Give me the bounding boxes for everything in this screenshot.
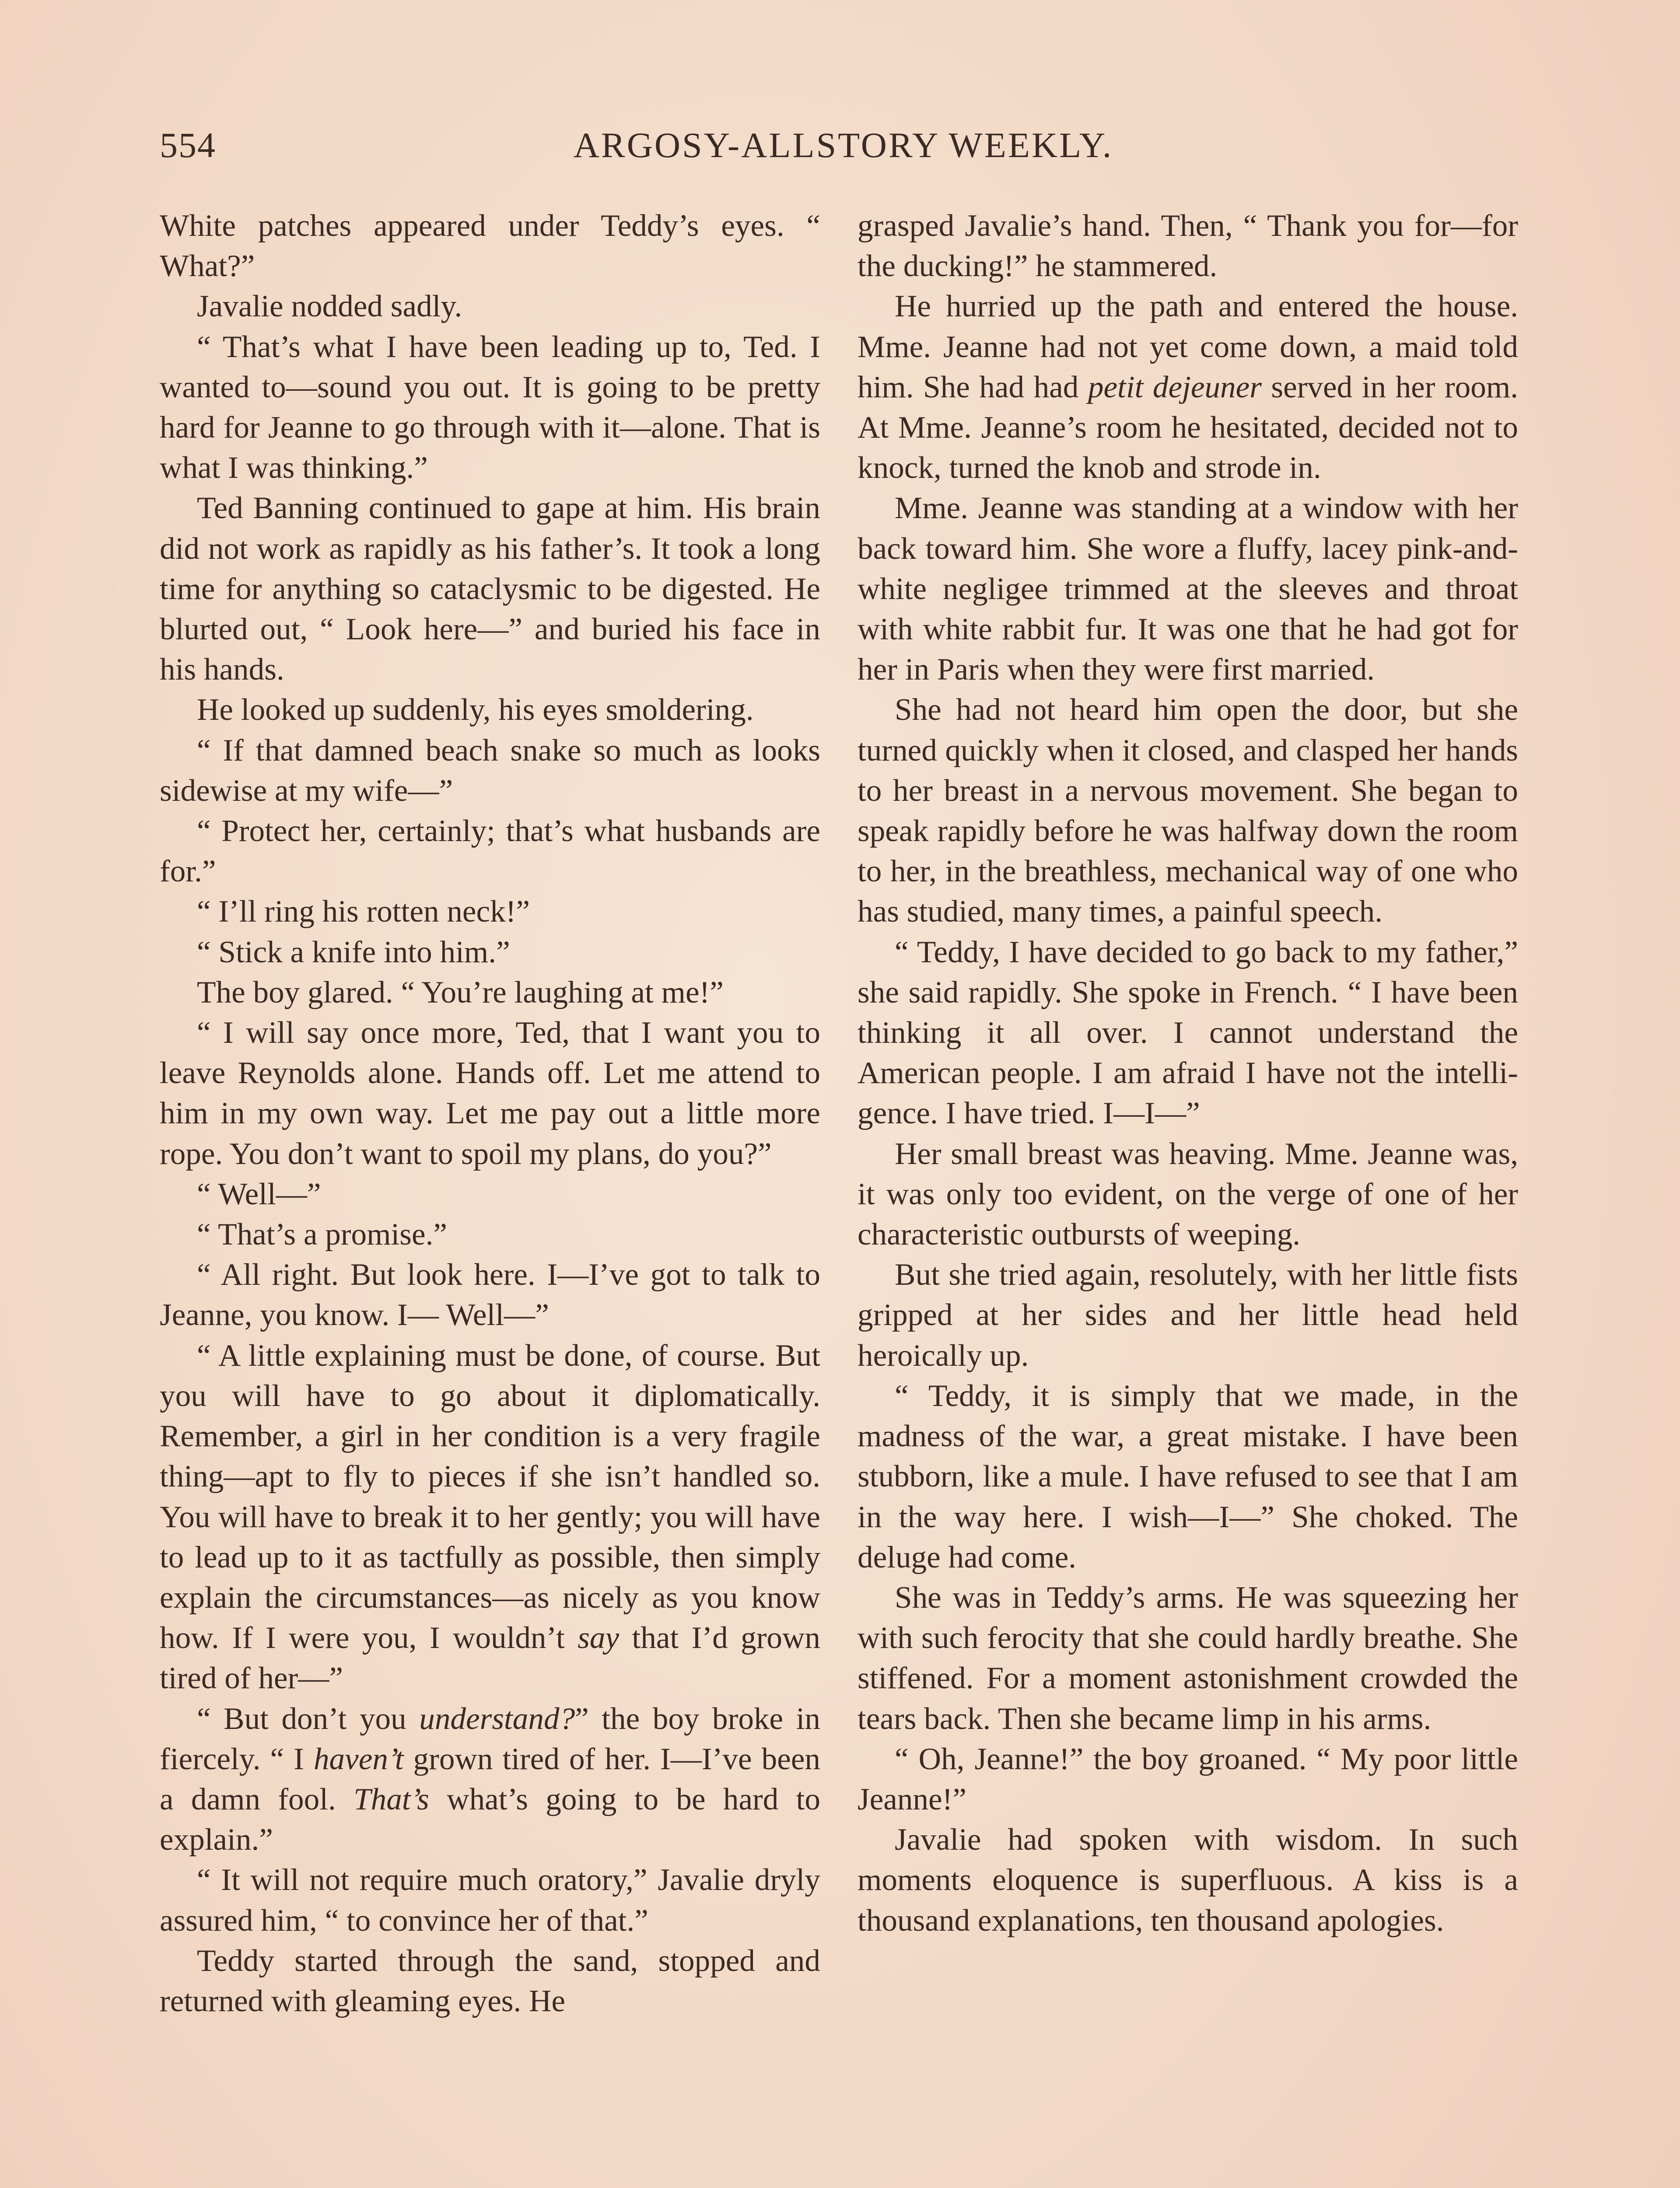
page-header <box>160 125 1527 177</box>
text-run: “ If that damned beach snake so much as looks sidewise at my wife—” <box>160 733 820 808</box>
paragraph <box>160 1336 820 1699</box>
paragraph <box>160 1255 820 1335</box>
text-run: “ But don’t you <box>197 1701 420 1736</box>
paragraph <box>160 811 820 891</box>
text-run: “ That’s what I have been leading up to, Ted. I wanted to—sound you out. It is going to be pretty hard for Jeanne to go through with it—alone. That is what I was thinking.” <box>160 330 820 485</box>
text-run: “ All right. But look here. I—I’ve got to talk to Jeanne, you know. I— Well—” <box>160 1258 820 1332</box>
paragraph <box>858 932 1518 1134</box>
italic-text: say <box>578 1621 620 1655</box>
text-run: The boy glared. “ You’re laughing at me!” <box>197 975 724 1010</box>
italic-text: understand? <box>419 1701 575 1736</box>
text-run: Ted Banning continued to gape at him. His brain did not work as rapidly as his father’s. It took a long time for anything so cataclysmic to be digested. He blurted out, “ Look here—” and buried his face in his hands. <box>160 491 820 687</box>
paragraph <box>160 206 820 286</box>
text-run: He looked up suddenly, his eyes smoldering. <box>197 693 754 727</box>
text-run: “ Well—” <box>197 1177 321 1211</box>
paragraph <box>858 1578 1518 1739</box>
paragraph <box>160 932 820 972</box>
text-run: grasped Javalie’s hand. Then, “ Thank you for—for the ducking!” he stammered. <box>858 209 1518 284</box>
text-run: Javalie nodded sadly. <box>197 289 462 324</box>
text-run: He hurried up the path and entered the house. Mme. Jeanne had not yet come down, a maid told him. She had had <box>858 289 1518 404</box>
paragraph <box>858 1134 1518 1255</box>
paragraph <box>858 690 1518 932</box>
italic-text: petit dejeuner <box>1088 370 1262 404</box>
text-run: “ Protect her, certainly; that’s what husbands are for.” <box>160 814 820 889</box>
italic-text: haven’t <box>313 1742 404 1776</box>
text-run: served in her room. At Mme. Jeanne’s room he hesitated, decided not to knock, turned the knob and strode in. <box>858 370 1519 485</box>
text-run: what’s going to be hard to explain.” <box>160 1782 820 1857</box>
text-run: But she tried again, resolutely, with her little fists gripped at her sides and her little head held heroically up. <box>858 1258 1518 1373</box>
text-run: “ Teddy, I have decided to go back to my father,” she said rapidly. She spoke in French. “ I have been thinking it all over. I cannot understand the American people. I am afraid I have not the intelligence. I have tried. I—I—” <box>858 935 1518 1131</box>
text-run: “ Teddy, it is simply that we made, in the madness of the war, a great mistake. I have been stubborn, like a mule. I have refused to see that I am in the way here. I wish—I—” She choked. The deluge had come. <box>858 1378 1518 1574</box>
paragraph <box>160 1013 820 1174</box>
text-run: She was in Teddy’s arms. He was squeezing her with such ferocity that she could hardly breathe. She stiffened. For a moment astonishment crowded the tears back. Then she became limp in his arms. <box>858 1580 1518 1736</box>
paragraph <box>160 1699 820 1860</box>
paragraph <box>160 1174 820 1214</box>
text-run: White patches appeared under Teddy’s eyes. “ What?” <box>160 209 820 284</box>
text-run: Teddy started through the sand, stopped and returned with gleaming eyes. He <box>160 1943 820 2018</box>
paragraph <box>858 286 1518 488</box>
paragraph <box>160 327 820 488</box>
text-run: She had not heard him open the door, but she turned quickly when it closed, and clasped her hands to her breast in a nervous movement. She began to speak rapidly before he was halfway down the room to her, in the breathless, mechanical way of one who has studied, many times, a painful speech. <box>858 693 1518 929</box>
text-run: ” the boy broke in fiercely. “ I <box>160 1701 820 1776</box>
running-head: ARGOSY-ALLSTORY WEEKLY. <box>573 125 1113 165</box>
text-run: Mme. Jeanne was standing at a window with her back toward him. She wore a fluffy, lacey pink-and-white negligee trimmed at the sleeves and throat with white rabbit fur. It was one that he had got for her in Paris when they were first married. <box>858 491 1518 687</box>
page-number: 554 <box>160 125 216 165</box>
paragraph <box>858 1376 1518 1578</box>
left-text-column <box>160 206 820 2021</box>
paragraph <box>160 690 820 730</box>
paragraph <box>160 1860 820 1940</box>
text-run: “ That’s a promise.” <box>197 1217 447 1252</box>
paragraph <box>160 1941 820 2021</box>
text-run: Her small breast was heaving. Mme. Jeanne was, it was only too evident, on the verge of one of her characteristic outbursts of weeping. <box>858 1136 1518 1252</box>
paragraph <box>858 1820 1518 1941</box>
right-text-column <box>858 206 1518 1941</box>
paragraph <box>858 488 1518 690</box>
text-run: Javalie had spoken with wisdom. In such moments eloquence is superfluous. A kiss is a thousand explanations, ten thousand apologies. <box>858 1823 1518 1938</box>
italic-text: That’s <box>354 1782 429 1816</box>
text-run: “ Oh, Jeanne!” the boy groaned. “ My poor little Jeanne!” <box>858 1742 1518 1816</box>
paragraph <box>160 488 820 690</box>
paragraph <box>858 1255 1518 1376</box>
paragraph <box>858 206 1518 286</box>
text-run: “ Stick a knife into him.” <box>197 935 510 969</box>
text-run: “ I’ll ring his rotten neck!” <box>197 894 530 929</box>
text-run: that I’d grown tired of her—” <box>160 1621 820 1696</box>
paragraph <box>160 891 820 932</box>
text-run: “ It will not require much oratory,” Javalie dryly assured him, “ to convince her of that.” <box>160 1863 820 1938</box>
text-run: “ I will say once more, Ted, that I want you to leave Reynolds alone. Hands off. Let me attend to him in my own way. Let me pay out a little more rope. You don’t want to spoil my plans, do you?” <box>160 1016 820 1171</box>
paragraph <box>160 286 820 326</box>
text-run: “ A little explaining must be done, of course. But you will have to go about it diplomatically. Remember, a girl in her condition is a very fragile thing—apt to fly to pieces if she isn’t handled so. You will have to break it to her gently; you will have to lead up to it as tactfully as possible, then simply explain the circumstances—as nicely as you know how. If I were you, I wouldn’t <box>160 1338 820 1655</box>
paragraph <box>160 730 820 811</box>
paragraph <box>160 972 820 1013</box>
paragraph <box>160 1214 820 1255</box>
text-run: grown tired of her. I—I’ve been a damn fool. <box>160 1742 821 1816</box>
paragraph <box>858 1739 1518 1820</box>
